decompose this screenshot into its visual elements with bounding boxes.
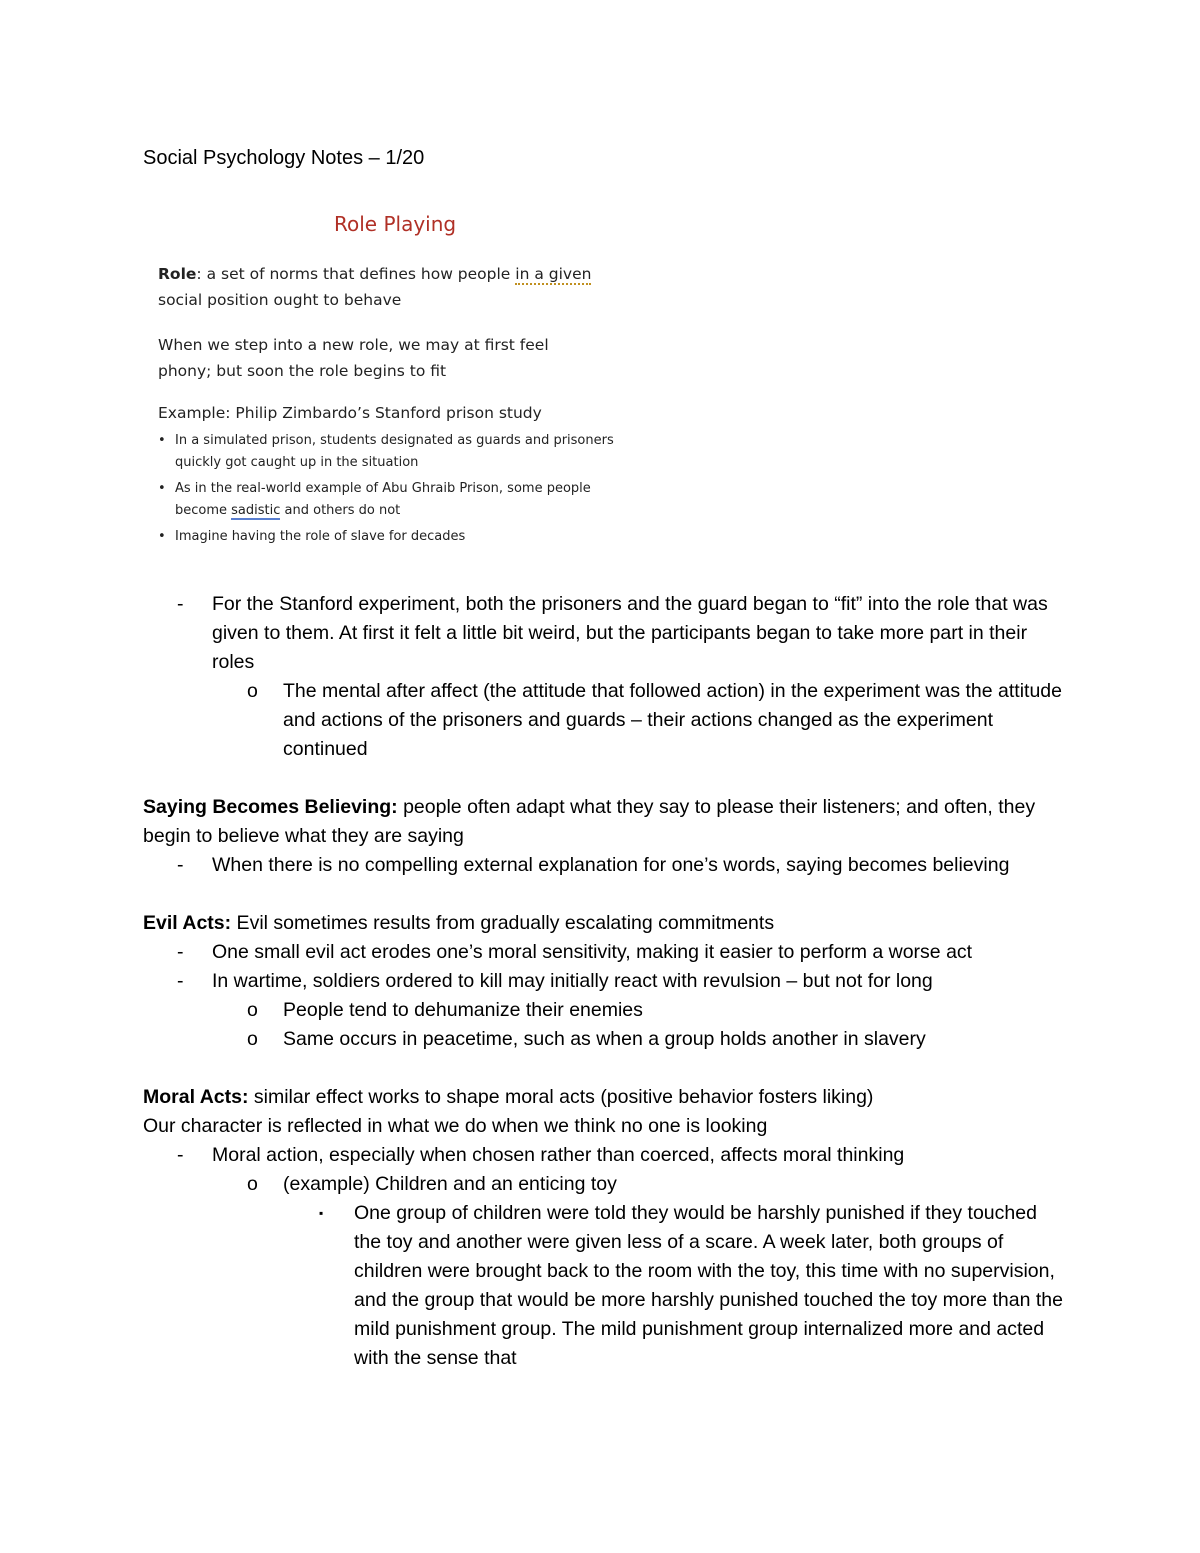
slide-bullet-underlined: sadistic — [231, 503, 281, 518]
slide-bullet-text: and others do not — [280, 503, 401, 518]
stanford-sub: The mental after affect (the attitude that followed action) in the experiment was the attitude and actions of the prisoners and guards – their actions changed as the experiment continued — [283, 680, 1063, 760]
document-title: Social Psychology Notes – 1/20 — [143, 147, 425, 169]
slide-bullet — [158, 526, 638, 548]
slide-role-def-a: : a set of norms that defines how people — [196, 265, 516, 283]
list-item — [143, 996, 1063, 1025]
slide-title: Role Playing — [334, 212, 457, 236]
slide-role-def-b: social position ought to behave — [158, 291, 402, 309]
moral-section-heading — [143, 1083, 1063, 1112]
slide-bullet — [158, 430, 638, 474]
list-item — [143, 677, 1063, 764]
circle-marker: o — [247, 1028, 258, 1050]
evil-point-2: In wartime, soldiers ordered to kill may initially react with revulsion – but not for long — [212, 970, 933, 992]
circle-marker: o — [247, 999, 258, 1021]
notes-body — [143, 590, 1063, 1373]
dash-marker: - — [177, 593, 184, 615]
slide-role-definition — [158, 261, 638, 313]
moral-line-2: Our character is reflected in what we do when we think no one is looking — [143, 1115, 768, 1137]
moral-sub: (example) Children and an enticing toy — [283, 1173, 617, 1195]
saying-term: Saying Becomes Believing: — [143, 796, 398, 818]
saying-definition: people often adapt what they say to please their listeners; and often, they begin to believe what they are saying — [143, 796, 1036, 847]
slide-new-role-text — [158, 332, 638, 384]
evil-point-1: One small evil act erodes one’s moral sensitivity, making it easier to perform a worse act — [212, 941, 973, 963]
stanford-point: For the Stanford experiment, both the prisoners and the guard began to “fit” into the role that was given to them. At first it felt a little bit weird, but the participants began to take more part in their roles — [212, 593, 1048, 673]
slide-step-line1: When we step into a new role, we may at first feel — [158, 336, 549, 354]
list-item — [143, 1141, 1063, 1170]
list-item — [143, 1025, 1063, 1054]
evil-term: Evil Acts: — [143, 912, 232, 934]
dash-marker: - — [177, 1144, 184, 1166]
evil-sub-2: Same occurs in peacetime, such as when a group holds another in slavery — [283, 1028, 926, 1050]
circle-marker: o — [247, 680, 258, 702]
slide-step-line2: phony; but soon the role begins to fit — [158, 362, 447, 380]
evil-definition: Evil sometimes results from gradually escalating commitments — [231, 912, 775, 934]
slide-role-def-underlined: in a given — [515, 265, 592, 283]
list-item — [143, 967, 1063, 996]
evil-sub-1: People tend to dehumanize their enemies — [283, 999, 643, 1021]
bullet-marker: • — [158, 529, 166, 544]
dash-marker: - — [177, 854, 184, 876]
saying-section-heading — [143, 793, 1063, 851]
list-item — [143, 1199, 1063, 1373]
list-item — [143, 851, 1063, 880]
slide-bullet-text: In a simulated prison, students designated as guards and prisoners quickly got caught up in the situation — [175, 433, 614, 470]
square-marker: ▪ — [319, 1206, 324, 1220]
bullet-marker: • — [158, 433, 166, 448]
moral-point: Moral action, especially when chosen rather than coerced, affects moral thinking — [212, 1144, 905, 1166]
dash-marker: - — [177, 970, 184, 992]
saying-point: When there is no compelling external explanation for one’s words, saying becomes believing — [212, 854, 1010, 876]
moral-subsub: One group of children were told they would be harshly punished if they touched the toy and another were given less of a scare. A week later, both groups of children were brought back to the room with the toy, this time with no supervision, and the group that would be more harshly punished touched the toy more than the mild punishment group. The mild punishment group internalized more and acted with the sense that — [354, 1202, 1063, 1369]
bullet-marker: • — [158, 481, 166, 496]
slide-bullet-text: As in the real-world example of Abu Ghraib Prison, some people become — [175, 481, 591, 518]
moral-definition: similar effect works to shape moral acts (positive behavior fosters liking) — [248, 1086, 874, 1108]
slide-bullet-text: Imagine having the role of slave for decades — [175, 529, 466, 544]
slide-bullet-list — [158, 430, 638, 552]
list-item — [143, 590, 1063, 677]
slide-role-term: Role — [158, 265, 197, 283]
slide-bullet — [158, 478, 638, 522]
dash-marker: - — [177, 941, 184, 963]
list-item — [143, 938, 1063, 967]
slide-example: Example: Philip Zimbardo’s Stanford prison study — [158, 404, 542, 422]
list-item — [143, 1170, 1063, 1199]
circle-marker: o — [247, 1173, 258, 1195]
moral-term: Moral Acts: — [143, 1086, 249, 1108]
evil-section-heading — [143, 909, 1063, 938]
